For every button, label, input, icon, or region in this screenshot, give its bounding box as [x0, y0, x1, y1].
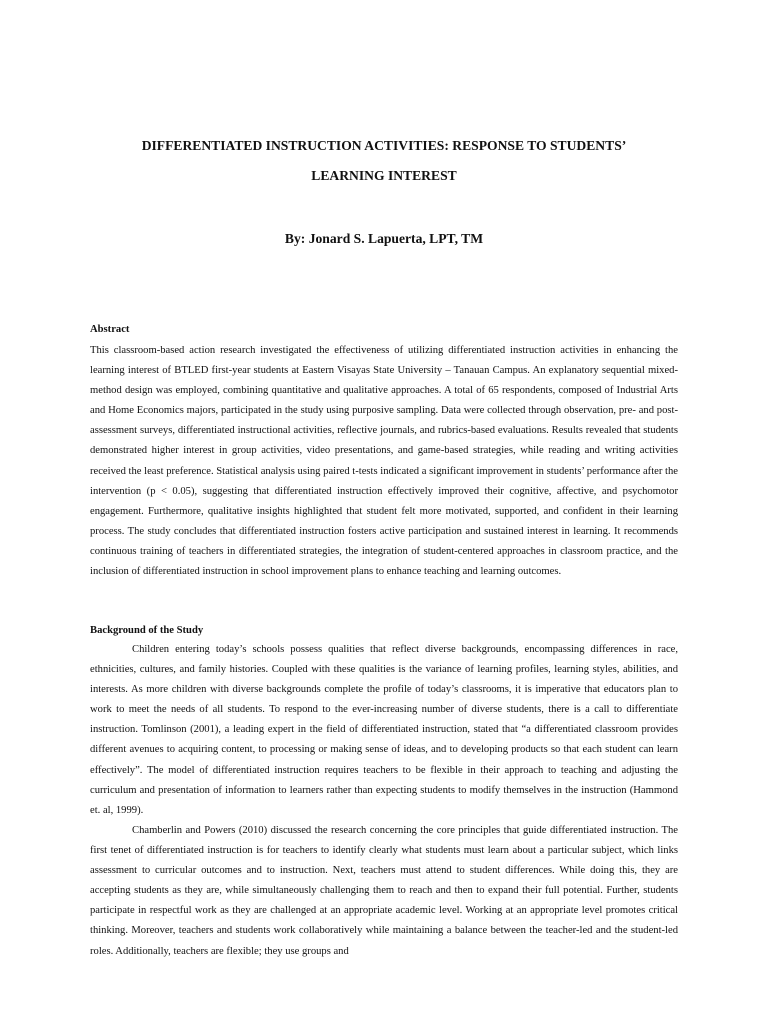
background-paragraph-1: Children entering today’s schools possess qualities that reflect diverse backgrounds, encompassing differences in race, ethnicities, cultures, and family histories. Coupled with these qualities is the variance of learning profiles, learning styles, abilities, and interests. As more children with diverse backgrounds complete the profile of today’s classrooms, it is imperative that educators plan to work to meet the needs of all students. To respond to the ever-increasing number of diverse students, there is a call to differentiate instruction. Tomlinson (2001), a leading expert in the field of differentiated instruction, stated that “a differentiated classroom provides different avenues to acquiring content, to processing or making sense of ideas, and to developing products so that each student can learn effectively”. The model of differentiated instruction requires teachers to be flexible in their approach to teaching and adjusting the curriculum and presentation of information to learners rather than expecting students to modify themselves in the instruction (Hammond et. al, 1999).: [90, 644, 678, 816]
abstract-heading: Abstract: [90, 324, 130, 335]
abstract-text: This classroom-based action research investigated the effectiveness of utilizing differentiated instruction activities in enhancing the learning interest of BTLED first-year students at Eastern Visayas State University – Tanauan Campus. An explanatory sequential mixed-method design was employed, combining quantitative and qualitative approaches. A total of 65 respondents, composed of Industrial Arts and Home Economics majors, participated in the study using purposive sampling. Data were collected through observation, pre- and post-assessment surveys, differentiated instructional activities, reflective journals, and rubrics-based evaluations. Results revealed that students demonstrated higher interest in group activities, video presentations, and game-based strategies, while reading and writing activities received the least preference. Statistical analysis using paired t-tests indicated a significant improvement in students’ performance after the intervention (p < 0.05), suggesting that differentiated instruction effectively improved their cognitive, affective, and psychomotor engagement. Furthermore, qualitative insights highlighted that student felt more motivated, supported, and confident in their learning process. The study concludes that differentiated instruction fosters active participation and sustained interest in learning. It recommends continuous training of teachers in differentiated strategies, the integration of student-centered approaches in classroom practice, and the inclusion of differentiated instruction in school improvement plans to enhance teaching and learning outcomes.: [90, 345, 678, 578]
background-paragraph-2: Chamberlin and Powers (2010) discussed the research concerning the core principles that guide differentiated instruction. The first tenet of differentiated instruction is for teachers to identify clearly what students must learn about a particular subject, which links assessment to curricular outcomes and to instruction. Next, teachers must attend to student differences. While doing this, they are accepting students as they are, while simultaneously challenging them to reach and then to expand their full potential. Further, students participate in respectful work as they are challenged at an appropriate academic level. Working at an appropriate level promotes critical thinking. Moreover, teachers and students work collaboratively while maintaining a balance between the teacher-led and the student-led roles. Additionally, teachers are flexible; they use groups and: [90, 825, 678, 957]
title-line-1: DIFFERENTIATED INSTRUCTION ACTIVITIES: RESPONSE TO STUDENTS’: [141, 138, 627, 153]
document-title: [60, 131, 708, 191]
background-heading: Background of the Study: [90, 625, 204, 636]
author-byline: By: Jonard S. Lapuerta, LPT, TM: [284, 231, 484, 246]
title-line-2: LEARNING INTEREST: [311, 168, 457, 183]
